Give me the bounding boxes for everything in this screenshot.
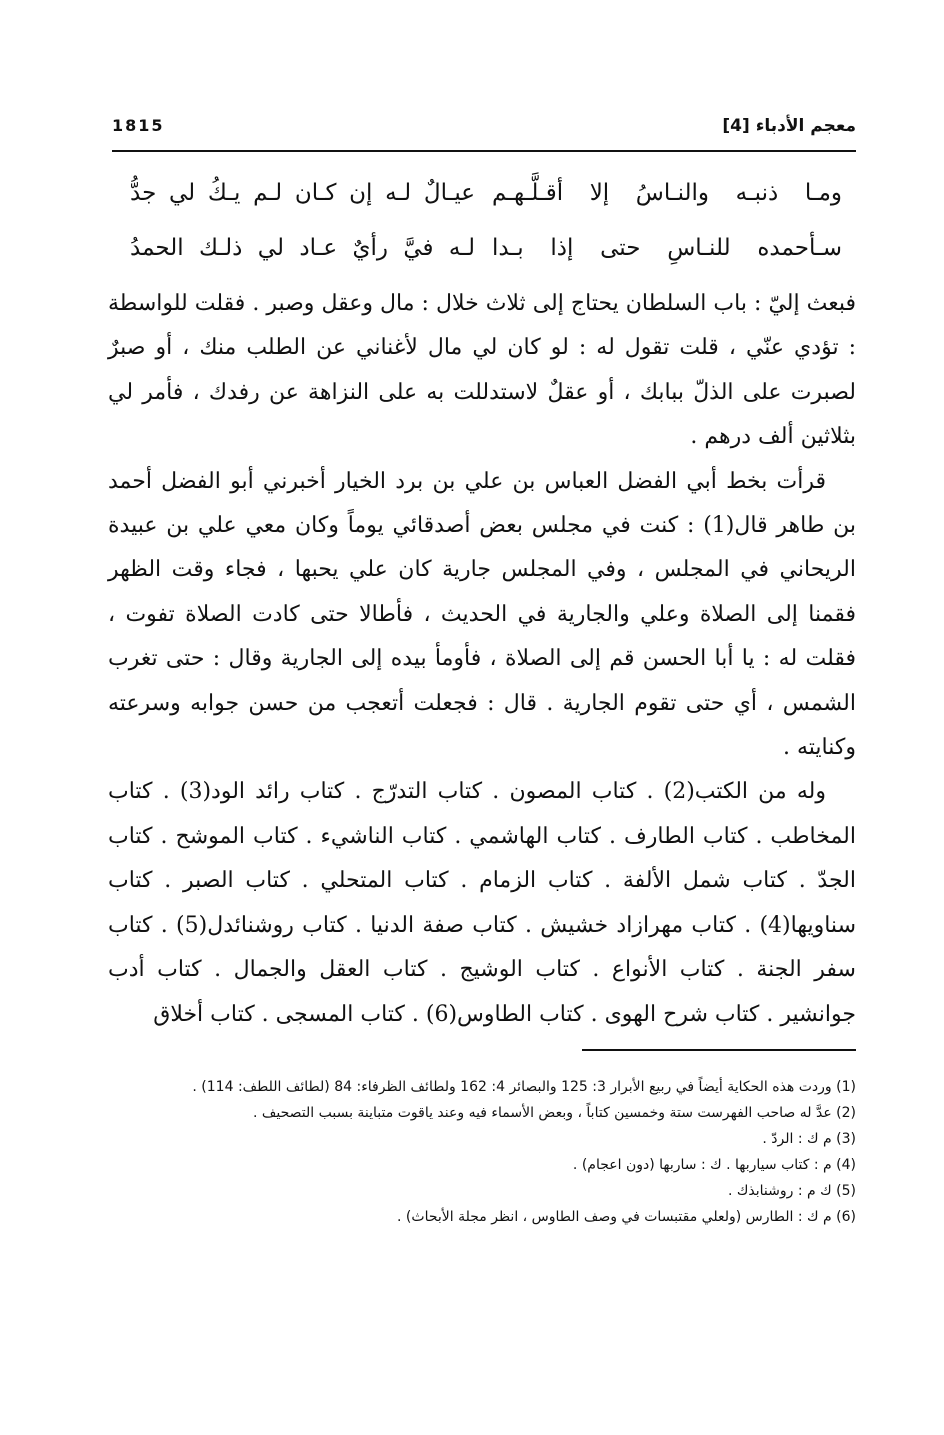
footnote: (5) ك م : روشنابذك . — [727, 1183, 856, 1199]
verse-second-hemistich: عيـالٌ لـه إن كـان لـم يـكُ لي جدُّ — [130, 180, 475, 206]
verse-first-hemistich: ومـا ذنبـه والنـاسُ إلا أقـلَّـهـم — [492, 180, 842, 206]
footnote: (2) عدَّ له صاحب الفهرست ستة وخمسين كتاباً ، وبعض الأسماء فيه وعند ياقوت متباينة بسبب التصحيف . — [252, 1105, 856, 1121]
footnote: (4) م : كتاب سياربها . ك : ساربها (دون اعجام) . — [572, 1157, 856, 1173]
footnotes — [108, 1074, 856, 1230]
footnote: (1) وردت هذه الحكاية أيضاً في ربيع الأبرار 3: 125 والبصائر 4: 162 ولطائف الظرفاء: 84 (لطائف اللطف: 114) . — [192, 1079, 856, 1095]
verse-first-hemistich: سـأحمده للنـاسِ حتى إذا بـدا — [492, 235, 842, 261]
footnote: (3) م ك : الردّ . — [762, 1131, 856, 1147]
body-text — [108, 282, 856, 1037]
paragraph: فبعث إليّ : باب السلطان يحتاج إلى ثلاث خلال : مال وعقل وصبر . فقلت للواسطة : تؤدي عنّي ، قلت تقول له : لو كان لي مال لأغناني عن الطلب منك ، أو صبرٌ لصبرت على الذلّ ببابك ، أو عقلٌ لاستدللت به على النزاهة عن رفدك ، فأمر لي بثلاثين ألف درهم . — [108, 291, 856, 450]
poem — [130, 180, 842, 290]
paragraph: وله من الكتب(2) . كتاب المصون . كتاب التدرّج . كتاب رائد الود(3) . كتاب المخاطب . كتاب الطارف . كتاب الهاشمي . كتاب الناشيء . كتاب الموشح . كتاب الجدّ . كتاب شمل الألفة . كتاب الزمام . كتاب المتحلي . كتاب الصبر . كتاب سناويها(4) . كتاب مهرازاد خشيش . كتاب صفة الدنيا . كتاب روشنائدل(5) . كتاب سفر الجنة . كتاب الأنواع . كتاب الوشيج . كتاب العقل والجمال . كتاب أدب جوانشير . كتاب شرح الهوى . كتاب الطاوس(6) . كتاب المسجى . كتاب أخلاق — [108, 779, 856, 1027]
verse — [130, 180, 842, 235]
page-header — [112, 116, 856, 146]
verse-second-hemistich: لـه فيَّ رأيٌ عـاد لي ذلـك الحمدُ — [130, 235, 475, 261]
page-number: 1815 — [112, 116, 165, 135]
footnote-rule — [582, 1049, 856, 1051]
footnote: (6) م ك : الطارس (ولعلي مقتبسات في وصف الطاوس ، انظر مجلة الأبحاث) . — [397, 1209, 856, 1225]
running-title: معجم الأدباء [4] — [722, 116, 856, 136]
header-rule — [112, 150, 856, 152]
paragraph: قرأت بخط أبي الفضل العباس بن علي بن برد الخيار أخبرني أبو الفضل أحمد بن طاهر قال(1) : كنت في مجلس بعض أصدقائي يوماً وكان معي علي بن عبيدة الريحاني في المجلس ، وفي المجلس جارية كان علي يحبها ، فجاء وقت الظهر فقمنا إلى الصلاة وعلي والجارية في الحديث ، فأطالا حتى كادت الصلاة تفوت ، فقلت له : يا أبا الحسن قم إلى الصلاة ، فأومأ بيده إلى الجارية وقال : حتى تغرب الشمس ، أي حتى تقوم الجارية . قال : فجعلت أتعجب من حسن جوابه وسرعته وكنايته . — [108, 468, 856, 761]
